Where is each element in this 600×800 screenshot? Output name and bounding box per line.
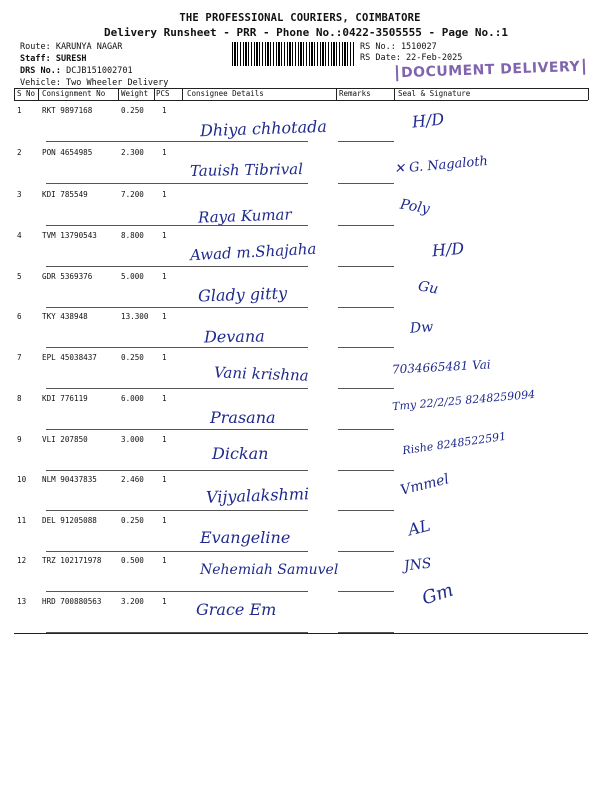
grid-line	[38, 88, 39, 100]
rs-number: RS No.: 1510027	[360, 42, 437, 52]
consignment-number: GDR 5369376	[42, 272, 93, 281]
consignment-number: VLI 207850	[42, 435, 88, 444]
consignee-name: Devana	[203, 326, 265, 347]
staff-value: SURESH	[55, 54, 87, 64]
weight-value: 5.000	[121, 272, 144, 281]
row-divider	[46, 307, 308, 308]
weight-value: 3.200	[121, 597, 144, 606]
row-divider	[46, 141, 308, 142]
consignee-name: Raya Kumar	[197, 205, 292, 227]
row-serial-number: 13	[17, 597, 27, 606]
grid-line	[14, 100, 588, 101]
row-divider	[338, 225, 394, 226]
row-divider	[46, 225, 308, 226]
signature: Gm	[419, 579, 456, 610]
consignee-name: Nehemiah Samuvel	[200, 562, 339, 578]
drs-label: DRS No.:	[20, 66, 61, 76]
row-serial-number: 3	[17, 190, 22, 199]
row-divider	[46, 591, 308, 592]
consignment-number: DEL 91205088	[42, 516, 97, 525]
consignment-number: KDI 785549	[42, 190, 88, 199]
vehicle-label: Vehicle: Two Wheeler Delivery	[20, 78, 169, 88]
row-divider	[338, 551, 394, 552]
grid-line	[14, 88, 15, 100]
col-seal-signature: Seal & Signature	[398, 89, 471, 98]
row-serial-number: 4	[17, 231, 22, 240]
signature: Vmmel	[398, 471, 451, 499]
consignee-name: Tauish Tibrival	[189, 160, 304, 180]
pieces-count: 1	[162, 106, 167, 115]
pieces-count: 1	[162, 475, 167, 484]
grid-line	[14, 88, 588, 89]
pieces-count: 1	[162, 353, 167, 362]
consignment-number: TKY 438948	[42, 312, 88, 321]
signature: Tmy 22/2/25 8248259094	[391, 387, 536, 414]
weight-value: 0.250	[121, 353, 144, 362]
consignee-name: Vani krishna	[213, 363, 309, 385]
pieces-count: 1	[162, 312, 167, 321]
consignment-number: PON 4654985	[42, 148, 93, 157]
col-remarks: Remarks	[339, 89, 371, 98]
weight-value: 13.300	[121, 312, 149, 321]
staff-line	[20, 53, 87, 65]
grid-line	[14, 633, 588, 634]
signature: AL	[406, 515, 433, 540]
col-consignment: Consignment No	[42, 89, 106, 98]
row-divider	[46, 429, 308, 430]
drs-line	[20, 65, 133, 77]
weight-value: 3.000	[121, 435, 144, 444]
consignment-number: RKT 9897168	[42, 106, 93, 115]
row-divider	[46, 551, 308, 552]
row-serial-number: 1	[17, 106, 22, 115]
grid-line	[154, 88, 155, 100]
consignee-name: Awad m.Shajaha	[189, 239, 317, 265]
weight-value: 0.250	[121, 106, 144, 115]
row-divider	[46, 388, 308, 389]
row-divider	[46, 470, 308, 471]
consignment-number: TRZ 102171978	[42, 556, 102, 565]
consignee-name: Glady gitty	[197, 283, 288, 306]
signature: JNS	[403, 555, 433, 575]
signature: Gu	[416, 278, 440, 298]
consignment-number: HRD 700880563	[42, 597, 102, 606]
pieces-count: 1	[162, 394, 167, 403]
col-pcs: PCS	[156, 89, 170, 98]
weight-value: 2.300	[121, 148, 144, 157]
row-divider	[46, 347, 308, 348]
grid-line	[336, 88, 337, 100]
signature: ✕ G. Nagaloth	[393, 153, 489, 178]
consignee-name: Prasana	[210, 408, 276, 427]
row-divider	[338, 510, 394, 511]
consignment-number: KDI 776119	[42, 394, 88, 403]
row-divider	[46, 266, 308, 267]
row-divider	[338, 591, 394, 592]
weight-value: 8.800	[121, 231, 144, 240]
row-serial-number: 12	[17, 556, 27, 565]
consignment-number: EPL 45038437	[42, 353, 97, 362]
pieces-count: 1	[162, 231, 167, 240]
runsheet-subtitle: Delivery Runsheet - PRR - Phone No.:0422-3505555 - Page No.:1	[104, 26, 508, 39]
consignment-number: NLM 90437835	[42, 475, 97, 484]
row-serial-number: 8	[17, 394, 22, 403]
pieces-count: 1	[162, 556, 167, 565]
row-divider	[338, 347, 394, 348]
document-delivery-stamp: DOCUMENT DELIVERY	[396, 59, 586, 82]
row-serial-number: 7	[17, 353, 22, 362]
col-weight: Weight	[121, 89, 149, 98]
barcode	[232, 42, 354, 66]
row-serial-number: 5	[17, 272, 22, 281]
signature: Dw	[409, 319, 434, 337]
row-divider	[338, 429, 394, 430]
grid-line	[182, 88, 183, 100]
col-consignee: Consignee Details	[187, 89, 264, 98]
row-divider	[338, 470, 394, 471]
weight-value: 0.250	[121, 516, 144, 525]
rs-date: RS Date: 22-Feb-2025	[360, 53, 463, 63]
signature: Rishe 8248522591	[401, 429, 507, 458]
row-divider	[338, 141, 394, 142]
signature: Poly	[398, 196, 431, 218]
row-divider	[46, 183, 308, 184]
page-title: THE PROFESSIONAL COURIERS, COIMBATORE	[179, 12, 421, 24]
row-serial-number: 10	[17, 475, 27, 484]
consignee-name: Evangeline	[200, 528, 291, 547]
row-serial-number: 6	[17, 312, 22, 321]
consignee-name: Vijyalakshmi	[205, 484, 310, 507]
pieces-count: 1	[162, 272, 167, 281]
signature: 7034665481 Vai	[391, 357, 492, 377]
grid-line	[118, 88, 119, 100]
pieces-count: 1	[162, 148, 167, 157]
consignment-number: TVM 13790543	[42, 231, 97, 240]
consignee-name: Dhiya chhotada	[199, 116, 328, 141]
weight-value: 7.200	[121, 190, 144, 199]
pieces-count: 1	[162, 516, 167, 525]
consignee-name: Grace Em	[196, 600, 277, 619]
drs-value: DCJB151002701	[66, 66, 133, 76]
row-divider	[338, 183, 394, 184]
weight-value: 2.460	[121, 475, 144, 484]
pieces-count: 1	[162, 190, 167, 199]
row-divider	[46, 510, 308, 511]
pieces-count: 1	[162, 597, 167, 606]
row-divider	[338, 388, 394, 389]
staff-label: Staff:	[20, 54, 51, 64]
pieces-count: 1	[162, 435, 167, 444]
row-serial-number: 2	[17, 148, 22, 157]
consignee-name: Dickan	[212, 444, 269, 463]
row-serial-number: 11	[17, 516, 27, 525]
grid-line	[588, 88, 589, 100]
weight-value: 0.500	[121, 556, 144, 565]
col-sno: S No	[17, 89, 36, 98]
row-divider	[338, 266, 394, 267]
signature: H/D	[431, 238, 465, 261]
weight-value: 6.000	[121, 394, 144, 403]
grid-line	[394, 88, 395, 100]
route-label: Route: KARUNYA NAGAR	[20, 42, 123, 52]
row-divider	[338, 307, 394, 308]
row-serial-number: 9	[17, 435, 22, 444]
signature: H/D	[411, 109, 446, 132]
